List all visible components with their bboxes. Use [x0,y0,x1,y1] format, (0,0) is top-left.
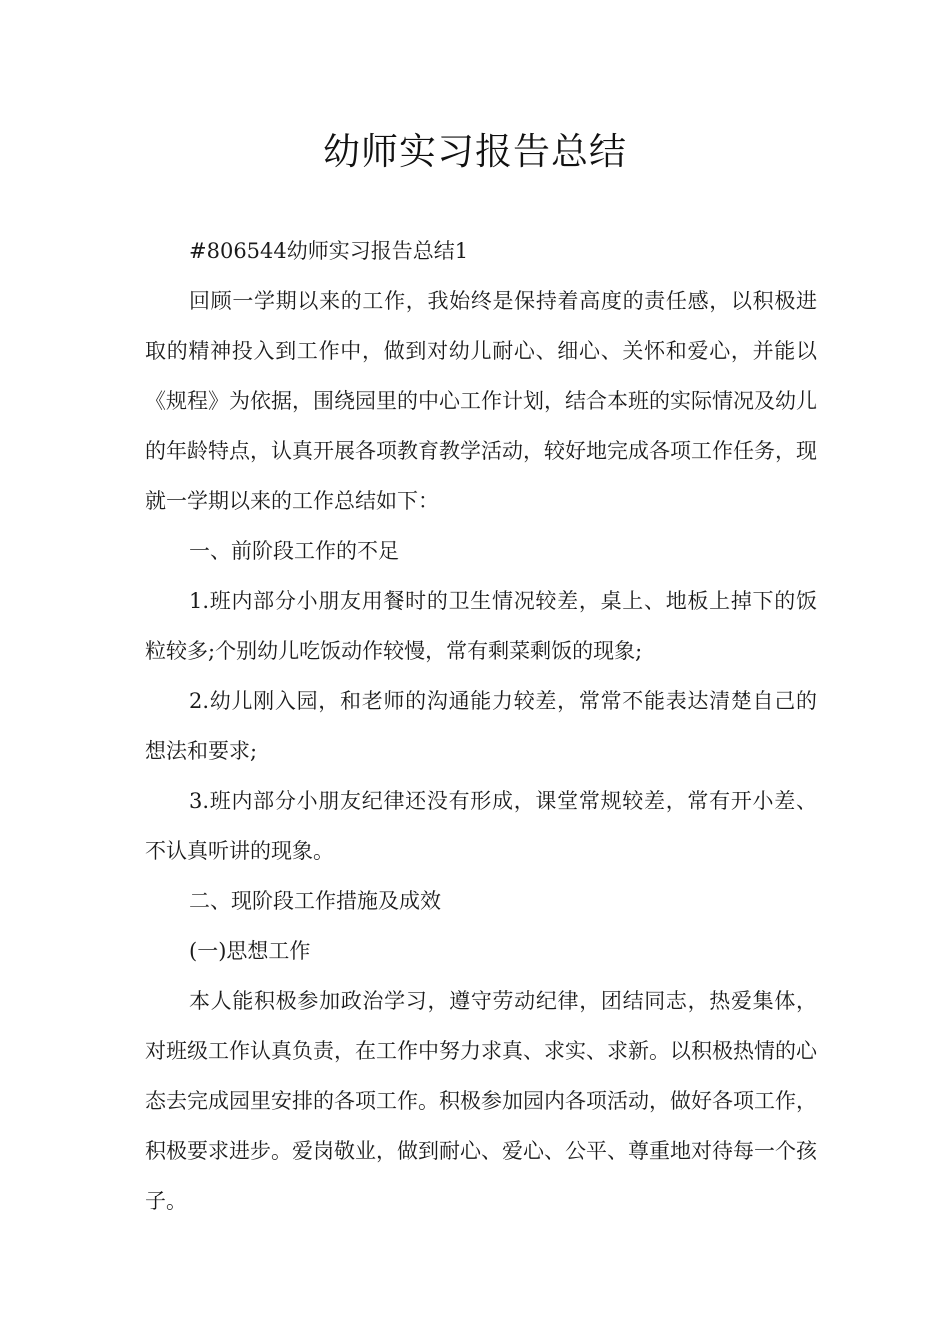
section-reference: #806544幼师实习报告总结1 [189,239,469,263]
intro-paragraph: 回顾一学期以来的工作，我始终是保持着高度的责任感，以积极进取的精神投入到工作中，做到对幼儿耐心、细心、关怀和爱心，并能以《规程》为依据，围绕园里的中心工作计划，结合本班的实际情况及幼儿的年龄特点，认真开展各项教育教学活动，较好地完成各项工作任务，现就一学期以来的工作总结如下： [145,289,817,513]
section-heading-shortcomings: 一、前阶段工作的不足 [189,539,399,563]
list-item-hygiene: 1.班内部分小朋友用餐时的卫生情况较差，桌上、地板上掉下的饭粒较多;个别幼儿吃饭动作较慢，常有剩菜剩饭的现象; [145,589,817,663]
subsection-heading-ideology: (一)思想工作 [189,939,311,963]
list-item-discipline: 3.班内部分小朋友纪律还没有形成，课堂常规较差，常有开小差、不认真听讲的现象。 [145,789,817,863]
list-item-communication: 2.幼儿刚入园，和老师的沟通能力较差，常常不能表达清楚自己的想法和要求; [145,689,817,763]
document-body [145,226,817,1226]
ideology-paragraph: 本人能积极参加政治学习，遵守劳动纪律，团结同志，热爱集体，对班级工作认真负责，在工作中努力求真、求实、求新。以积极热情的心态去完成园里安排的各项工作。积极参加园内各项活动，做好各项工作，积极要求进步。爱岗敬业，做到耐心、爱心、公平、尊重地对待每一个孩子。 [145,989,817,1213]
section-heading-measures: 二、现阶段工作措施及成效 [189,889,441,913]
document-title: 幼师实习报告总结 [323,130,627,173]
